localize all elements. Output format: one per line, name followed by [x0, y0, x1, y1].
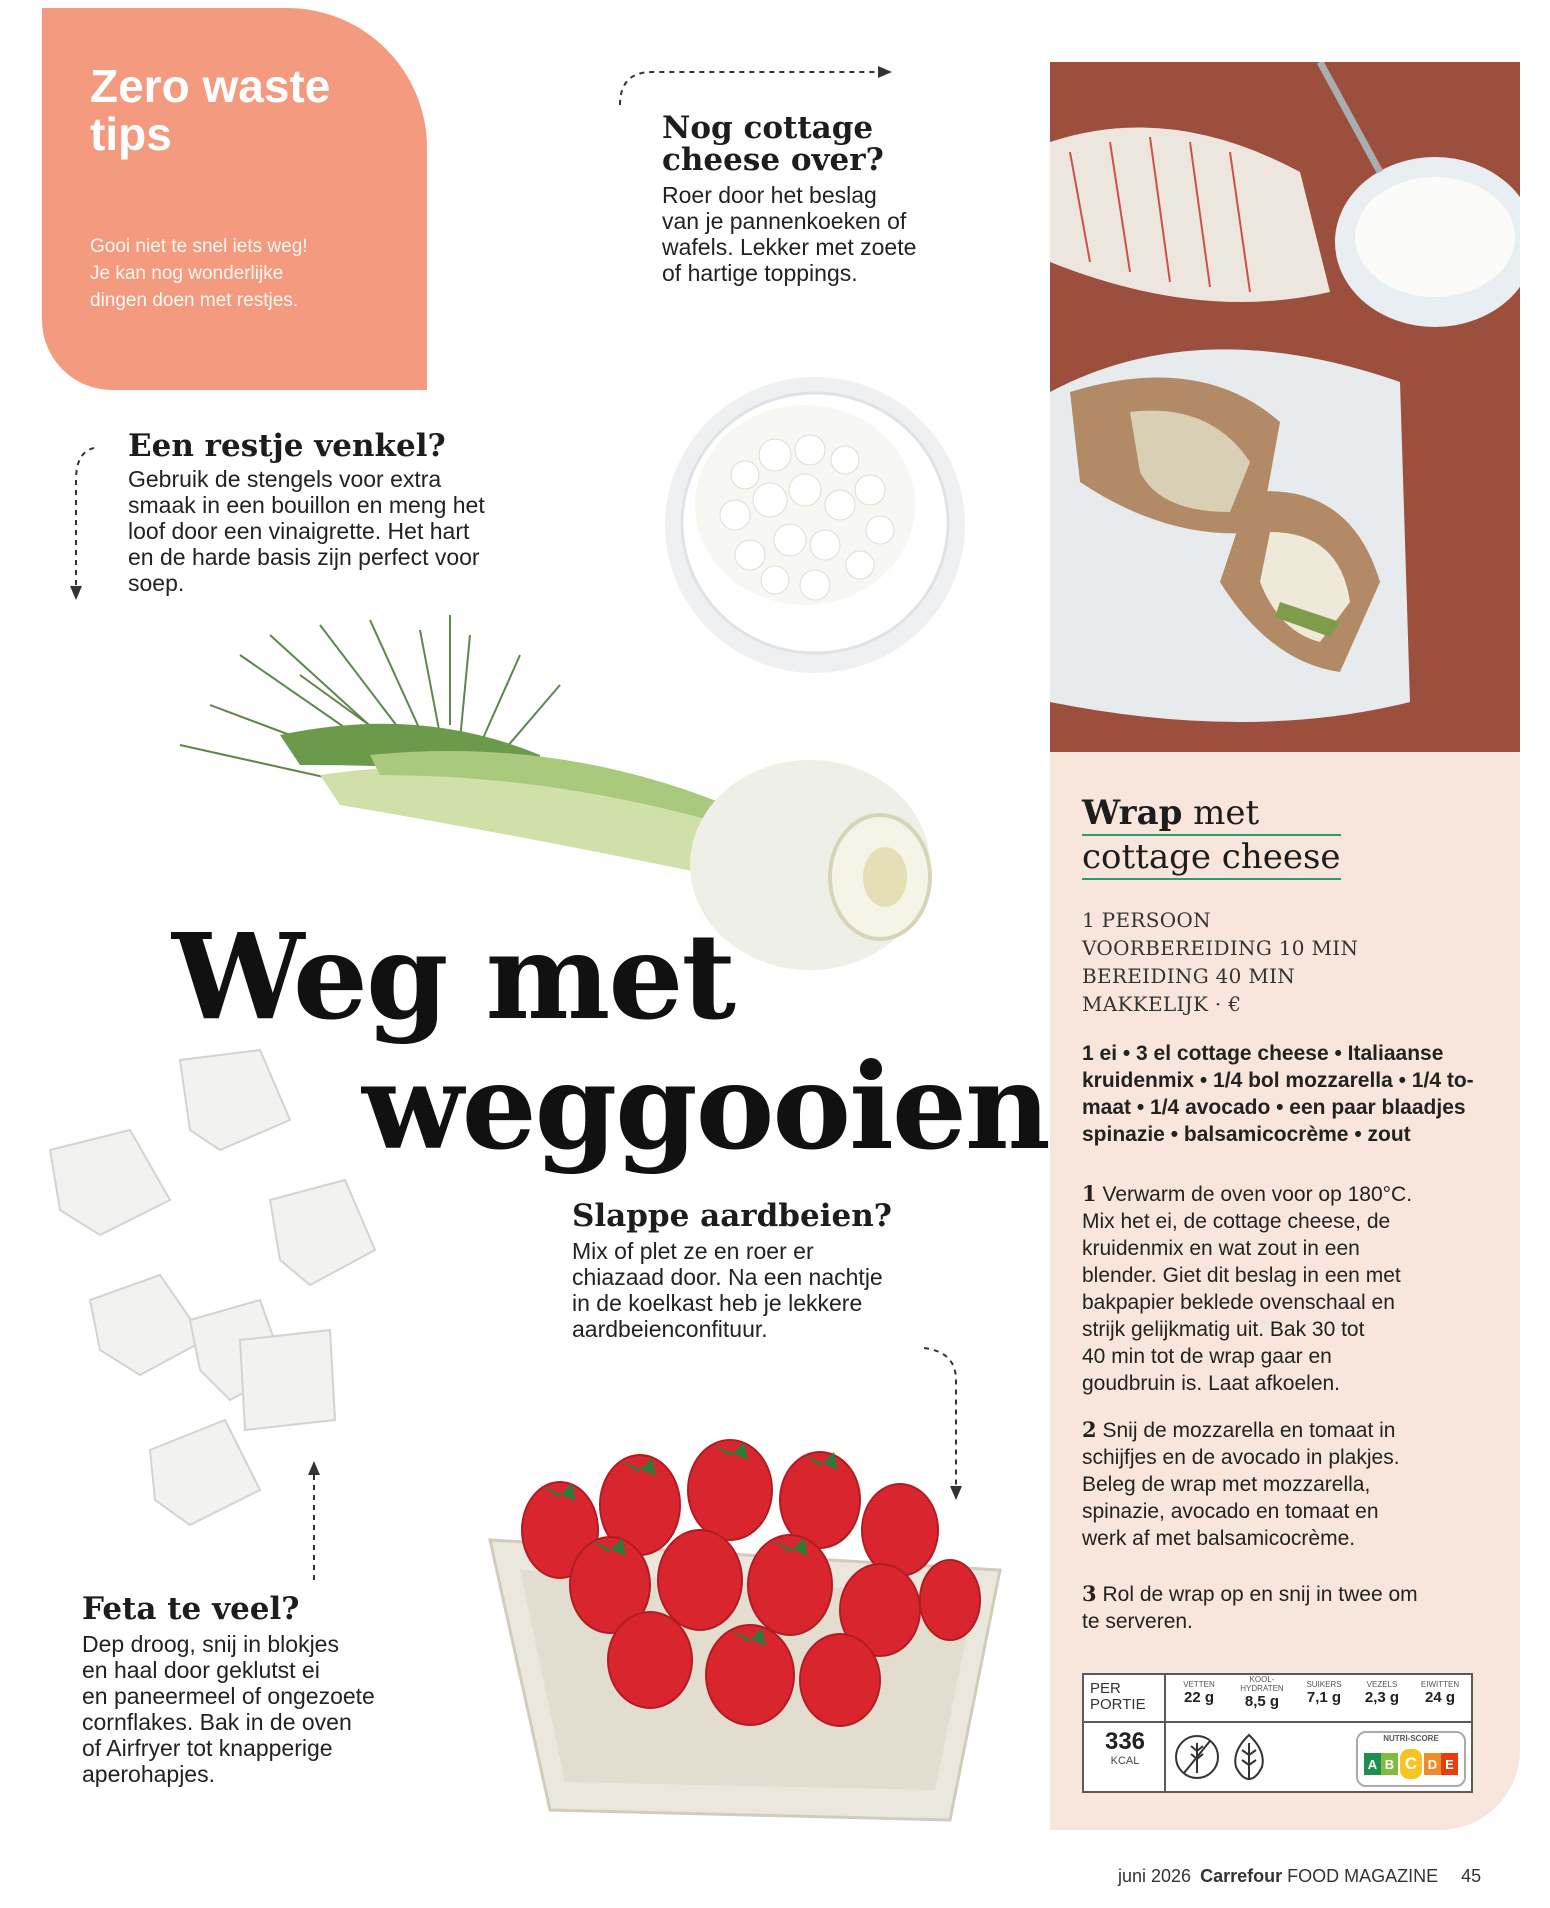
per-line: PER [1090, 1680, 1121, 1697]
headline-line: Weg met [172, 907, 734, 1046]
footer-date: juni 2026 [1118, 1866, 1192, 1886]
body-line: aperohapjes. [82, 1761, 215, 1787]
nutrient-label: VEZELS [1366, 1680, 1398, 1689]
nutrient-protein [1412, 1680, 1468, 1706]
dashed-arrow-down-icon [64, 440, 104, 605]
ingredient-line: kruidenmix • 1/4 bol mozzarella • 1/4 to- [1082, 1069, 1474, 1092]
step-line: schijfjes en de avocado in plakjes. [1082, 1446, 1400, 1469]
zero-waste-title [90, 62, 390, 158]
step-line: werk af met balsamicocrème. [1082, 1527, 1356, 1550]
title-line: Nog cottage [662, 110, 874, 146]
meta-cook-time: BEREIDING 40 MIN [1082, 964, 1296, 988]
nutrient-value: 2,3 g [1364, 1689, 1400, 1706]
footer-brand: Carrefour [1200, 1866, 1283, 1886]
dashed-arrow-up-icon [300, 1455, 330, 1590]
meta-difficulty: MAKKELIJK · € [1082, 992, 1242, 1016]
tip-venkel [128, 430, 568, 596]
nutri-score-letter-a: A [1364, 1753, 1381, 1775]
meta-servings: 1 PERSOON [1082, 908, 1211, 932]
step-line: Beleg de wrap met mozzarella, [1082, 1473, 1371, 1496]
nutri-score-letter-c: C [1398, 1747, 1424, 1781]
footer-magazine: FOOD MAGAZINE [1287, 1866, 1439, 1886]
recipe-step-1 [1082, 1180, 1502, 1397]
intro-line: Je kan nog wonderlijke [90, 263, 284, 284]
step-line: Snij de mozzarella en tomaat in [1102, 1419, 1396, 1442]
body-line: en de harde basis zijn perfect voor [128, 544, 480, 570]
per-line: PORTIE [1090, 1696, 1146, 1713]
step-line: te serveren. [1082, 1610, 1193, 1633]
ingredient-line: 1 ei • 3 el cottage cheese • Italiaanse [1082, 1042, 1444, 1065]
nutrient-label: KOOL-HYDRATEN [1240, 1675, 1284, 1693]
body-line: of Airfryer tot knapperige [82, 1735, 333, 1761]
title-line: cheese over? [662, 142, 884, 178]
body-line: cornflakes. Bak in de oven [82, 1709, 352, 1735]
recipe-ingredients [1082, 1040, 1502, 1148]
body-line: en haal door geklutst ei [82, 1657, 320, 1683]
nutrient-label: VETTEN [1183, 1680, 1215, 1689]
zero-waste-title-line: tips [90, 108, 172, 160]
page-number: 45 [1461, 1866, 1482, 1886]
intro-line: dingen doen met restjes. [90, 290, 299, 311]
step-line: Mix het ei, de cottage cheese, de [1082, 1210, 1391, 1233]
step-line: kruidenmix en wat zout in een [1082, 1237, 1360, 1260]
step-line: 40 min tot de wrap gaar en [1082, 1345, 1332, 1368]
recipe-meta [1082, 906, 1358, 1018]
body-line: of hartige toppings. [662, 260, 858, 286]
nutrient-value: 22 g [1183, 1689, 1214, 1706]
nutri-score-letters [1358, 1747, 1464, 1781]
recipe-step-3 [1082, 1580, 1502, 1635]
nutri-score-label: NUTRI-SCORE [1383, 1734, 1439, 1743]
nutri-score-letter-d: D [1424, 1753, 1441, 1775]
tip-aardbeien [572, 1200, 992, 1342]
step-line: blender. Giet dit beslag in een met [1082, 1264, 1401, 1287]
tip-cottage-body [662, 182, 1002, 286]
dashed-arrow-icon [612, 60, 902, 110]
nutrient-fat [1170, 1680, 1228, 1706]
recipe-title-line2: cottage cheese [1082, 836, 1341, 880]
step-line: goudbruin is. Laat afkoelen. [1082, 1372, 1341, 1395]
body-line: Mix of plet ze en roer er [572, 1238, 814, 1264]
wrap-photo [1050, 62, 1520, 752]
tip-feta-body [82, 1631, 482, 1787]
kcal-label: KCAL [1110, 1755, 1140, 1767]
recipe-step-2 [1082, 1416, 1502, 1552]
body-line: en paneermeel of ongezoete [82, 1683, 375, 1709]
step-line: Rol de wrap op en snij in twee om [1102, 1583, 1418, 1606]
nutrient-value: 24 g [1424, 1689, 1455, 1706]
body-line: soep. [128, 570, 185, 596]
per-portion-label [1090, 1681, 1144, 1713]
step-number: 1 [1082, 1181, 1097, 1206]
nutrient-label: EIWITTEN [1420, 1680, 1460, 1689]
strawberries-carton-image [480, 1410, 1020, 1830]
zero-waste-intro [90, 233, 380, 314]
step-line: spinazie, avocado en tomaat en [1082, 1500, 1379, 1523]
step-number: 3 [1082, 1581, 1097, 1606]
body-line: Roer door het beslag [662, 182, 877, 208]
nutri-score-badge [1356, 1731, 1466, 1787]
body-line: aardbeienconfituur. [572, 1316, 768, 1342]
body-line: chiazaad door. Na een nachtje [572, 1264, 883, 1290]
gluten-free-icon [1172, 1729, 1222, 1785]
nutri-score-letter-e: E [1441, 1753, 1458, 1775]
recipe-title-bold: Wrap [1082, 793, 1183, 833]
body-line: in de koelkast heb je lekkere [572, 1290, 863, 1316]
tip-venkel-title: Een restje venkel? [128, 428, 446, 464]
kcal-value: 336 [1104, 1728, 1146, 1755]
body-line: smaak in een bouillon en meng het [128, 492, 485, 518]
tip-cottage [662, 112, 1002, 286]
body-line: van je pannenkoeken of [662, 208, 907, 234]
tip-aardbeien-title: Slappe aardbeien? [572, 1198, 892, 1234]
nutrient-value: 8,5 g [1244, 1693, 1280, 1710]
recipe-title [1082, 792, 1341, 880]
body-line: wafels. Lekker met zoete [662, 234, 917, 260]
headline-line: weggooien [362, 1037, 1049, 1176]
tip-cottage-title [662, 112, 1002, 176]
nutrient-value: 7,1 g [1306, 1689, 1342, 1706]
ingredient-line: maat • 1/4 avocado • een paar blaadjes [1082, 1096, 1466, 1119]
calories [1088, 1729, 1162, 1767]
page-footer [1118, 1866, 1481, 1887]
ingredient-line: spinazie • balsamicocrème • zout [1082, 1123, 1411, 1146]
step-line: Verwarm de oven voor op 180°C. [1102, 1183, 1413, 1206]
step-number: 2 [1082, 1417, 1097, 1442]
intro-line: Gooi niet te snel iets weg! [90, 236, 308, 257]
tip-aardbeien-body [572, 1238, 992, 1342]
nutrient-fiber [1354, 1680, 1410, 1706]
recipe-title-rest: met [1182, 793, 1260, 833]
nutrient-sugars [1296, 1680, 1352, 1706]
tip-venkel-body [128, 466, 568, 596]
vegetarian-leaf-icon [1226, 1729, 1272, 1785]
meta-prep-time: VOORBEREIDING 10 MIN [1082, 936, 1359, 960]
step-line: strijk gelijkmatig uit. Bak 30 tot [1082, 1318, 1365, 1341]
step-line: bakpapier beklede ovenschaal en [1082, 1291, 1395, 1314]
tip-feta-title: Feta te veel? [82, 1591, 300, 1627]
nutrition-box [1082, 1673, 1473, 1793]
nutrient-carbs [1230, 1675, 1294, 1710]
body-line: Gebruik de stengels voor extra [128, 466, 442, 492]
body-line: Dep droog, snij in blokjes [82, 1631, 339, 1657]
body-line: loof door een vinaigrette. Het hart [128, 518, 470, 544]
zero-waste-title-line: Zero waste [90, 60, 331, 112]
nutrient-label: SUIKERS [1306, 1680, 1342, 1689]
tip-feta [82, 1593, 482, 1787]
nutri-score-letter-b: B [1381, 1753, 1398, 1775]
